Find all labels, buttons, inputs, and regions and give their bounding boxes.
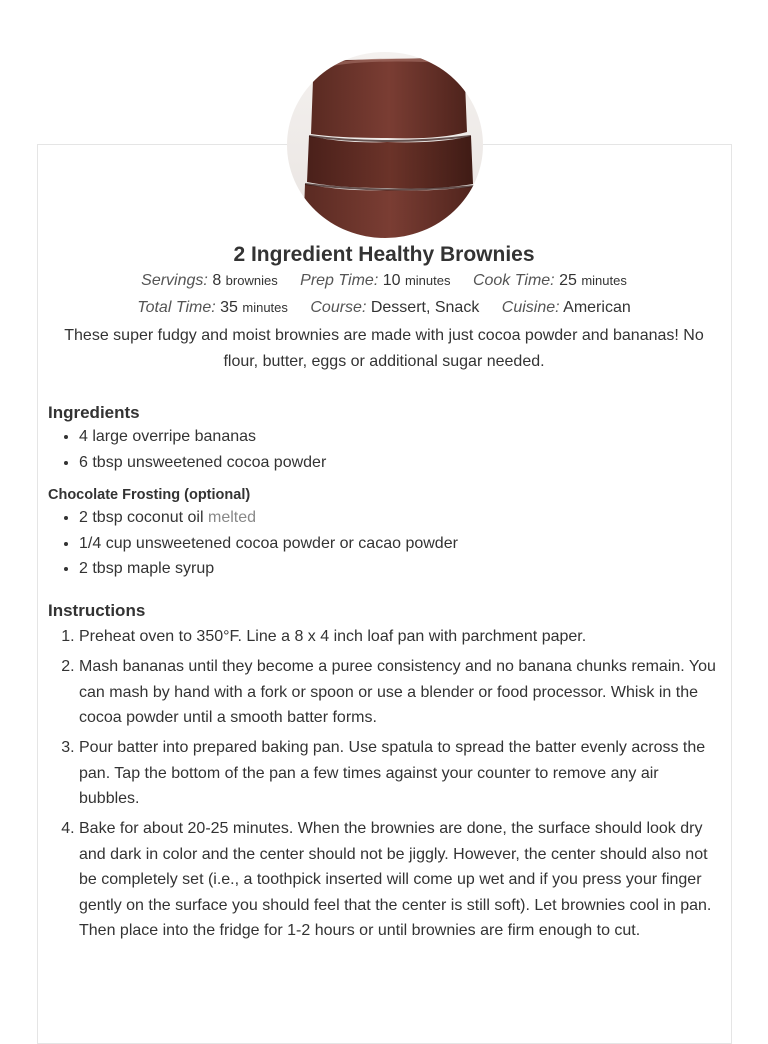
servings-value[interactable]: 8 — [212, 272, 222, 289]
recipe-meta-row-2 — [0, 299, 768, 317]
recipe-summary: These super fudgy and moist brownies are made with just cocoa powder and bananas! No flour, butter, eggs or additional sugar needed. — [64, 327, 704, 370]
recipe-title: 2 Ingredient Healthy Brownies — [233, 243, 535, 266]
frosting-ingredients-list — [48, 505, 719, 582]
prep-time: Prep Time: 10 minutes — [300, 272, 451, 289]
ingredients-list — [48, 424, 719, 475]
instructions-list — [48, 624, 720, 948]
recipe-meta-row-1 — [0, 272, 768, 290]
instruction-step: 1. Preheat oven to 350°F. Line a 8 x 4 inch loaf pan with parchment paper. — [79, 624, 720, 650]
ingredient-item: • 2 tbsp maple syrup — [79, 556, 719, 582]
ingredient-item: • 6 tbsp unsweetened cocoa powder — [79, 450, 719, 476]
ingredient-notes: melted — [207, 509, 257, 526]
instruction-step: 3. Pour batter into prepared baking pan. Use spatula to spread the batter evenly across the pan. Tap the bottom of the pan a few times against your counter to remove any air bubbles. — [79, 735, 720, 812]
ingredient-item: • 1/4 cup unsweetened cocoa powder or cacao powder — [79, 531, 719, 557]
instruction-step: 4. Bake for about 20-25 minutes. When the brownies are done, the surface should look dry and dark in color and the center should not be jiggly. However, the center should also not be completely set (i.e., a toothpick inserted will come up wet and if you press your finger gently on the surface you should feel that the center is still soft). Let brownies cool in pan. Then place into the fridge for 1-2 hours or until brownies are firm enough to cut. — [79, 816, 720, 944]
course: Course: Dessert, Snack — [310, 299, 480, 316]
ingredients-heading: Ingredients — [48, 403, 140, 422]
brownie-stack-image — [287, 52, 483, 238]
cook-time: Cook Time: 25 minutes — [472, 272, 627, 289]
frosting-heading: Chocolate Frosting (optional) — [48, 487, 251, 503]
ingredient-item: • 2 tbsp coconut oil melted — [79, 505, 719, 531]
recipe-photo — [287, 52, 483, 238]
ingredient-item: • 4 large overripe bananas — [79, 424, 719, 450]
instruction-step: 2. Mash bananas until they become a puree consistency and no banana chunks remain. You can mash by hand with a fork or spoon or use a blender or food processor. Whisk in the cocoa powder until a smooth batter forms. — [79, 654, 720, 731]
total-time: Total Time: 35 minutes — [137, 299, 288, 316]
instructions-heading: Instructions — [48, 601, 146, 620]
cuisine: Cuisine: American — [501, 299, 631, 316]
servings: Servings: 8 brownies — [141, 272, 278, 289]
